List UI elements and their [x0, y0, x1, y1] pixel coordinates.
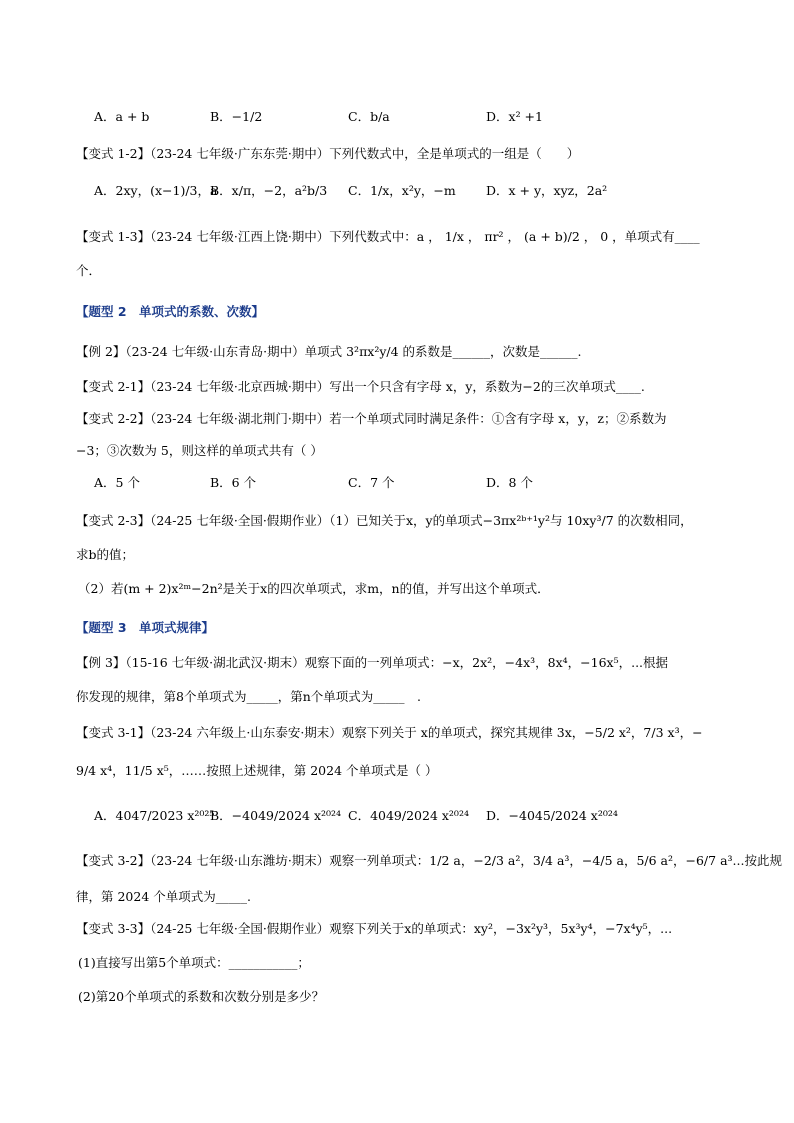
variant-2-2-question: 【变式 2-2】（23-24 七年级·湖北荆门·期中）若一个单项式同时满足条件：①含有字母 x，y，z；②系数为	[76, 411, 667, 426]
variant-2-1-question: 【变式 2-1】（23-24 七年级·北京西城·期中）写出一个只含有字母 x，y，系数为−2的三次单项式____.	[76, 379, 645, 394]
variant-2-2-option-a: A．5 个	[94, 475, 140, 490]
variant-2-2-option-b: B．6 个	[210, 475, 257, 490]
variant-3-3-part-2: (2)第20个单项式的系数和次数分别是多少？	[78, 989, 325, 1004]
variant-1-2-option-b: B．x/π，−2，a²b/3	[210, 183, 328, 198]
variant-2-3-question: 【变式 2-3】（24-25 七年级·全国·假期作业）（1）已知关于x，y的单项式−3πx²ᵇ⁺¹y²与 10xy³/7 的次数相同，	[76, 513, 693, 528]
section-heading-type-2: 【题型 2 单项式的系数、次数】	[76, 304, 265, 319]
variant-3-2-question: 【变式 3-2】（23-24 七年级·山东潍坊·期末）观察一列单项式：1/2 a，−2/3 a²，3/4 a³，−4/5 a，5/6 a²，−6/7 a³...按此规	[76, 853, 782, 868]
section-heading-type-3: 【题型 3 单项式规律】	[76, 620, 215, 635]
variant-3-3-question: 【变式 3-3】（24-25 七年级·全国·假期作业）观察下列关于x的单项式：xy²，−3x²y³，5x³y⁴，−7x⁴y⁵，...	[76, 921, 673, 936]
variant-3-1-option-b: B．−4049/2024 x²⁰²⁴	[210, 808, 342, 823]
option-b: B．−1/2	[210, 109, 263, 124]
variant-3-1-continuation: 9/4 x⁴，11/5 x⁵，……按照上述规律，第 2024 个单项式是（ ）	[76, 763, 438, 778]
variant-2-2-continuation: −3；③次数为 5，则这样的单项式共有（ ）	[76, 443, 323, 458]
variant-3-2-continuation: 律，第 2024 个单项式为_____.	[76, 889, 251, 904]
variant-1-2-option-d: D．x + y，xyz，2a²	[486, 183, 608, 198]
variant-1-3-continuation: 个．	[76, 263, 102, 278]
variant-3-1-option-d: D．−4045/2024 x²⁰²⁴	[486, 808, 618, 823]
variant-1-2-option-c: C．1/x，x²y，−m	[348, 183, 456, 198]
option-a: A．a + b	[94, 109, 150, 124]
variant-3-1-question: 【变式 3-1】（23-24 六年级上·山东泰安·期末）观察下列关于 x的单项式，探究其规律 3x，−5/2 x²，7/3 x³，−	[76, 725, 703, 740]
option-c: C．b/a	[348, 109, 390, 124]
variant-3-1-option-a: A．4047/2023 x²⁰²⁵	[94, 808, 215, 823]
variant-1-2-question: 【变式 1-2】（23-24 七年级·广东东莞·期中）下列代数式中，全是单项式的一组是（ ）	[76, 146, 580, 161]
variant-2-2-option-d: D．8 个	[486, 475, 533, 490]
variant-2-2-option-c: C．7 个	[348, 475, 395, 490]
variant-2-3-continuation: 求b的值；	[76, 547, 135, 562]
variant-2-3-part-2: （2）若(m + 2)x²ᵐ−2n²是关于x的四次单项式，求m，n的值，并写出这个单项式．	[78, 581, 550, 596]
example-3-continuation: 你发现的规律，第8个单项式为_____，第n个单项式为_____ .	[76, 689, 421, 704]
option-d: D．x² +1	[486, 109, 543, 124]
example-2-question: 【例 2】（23-24 七年级·山东青岛·期中）单项式 3²πx²y/4 的系数是______，次数是______.	[76, 344, 582, 359]
variant-3-3-part-1: (1)直接写出第5个单项式：___________；	[78, 955, 310, 970]
variant-3-1-option-c: C．4049/2024 x²⁰²⁴	[348, 808, 469, 823]
variant-1-2-option-a: A．2xy，(x−1)/3，a	[94, 183, 218, 198]
variant-1-3-question: 【变式 1-3】（23-24 七年级·江西上饶·期中）下列代数式中：a ， 1/x ， πr² ， (a + b)/2 ， 0 ，单项式有____	[76, 229, 700, 244]
example-3-question: 【例 3】（15-16 七年级·湖北武汉·期末）观察下面的一列单项式：−x，2x²，−4x³，8x⁴，−16x⁵，...根据	[76, 655, 669, 670]
